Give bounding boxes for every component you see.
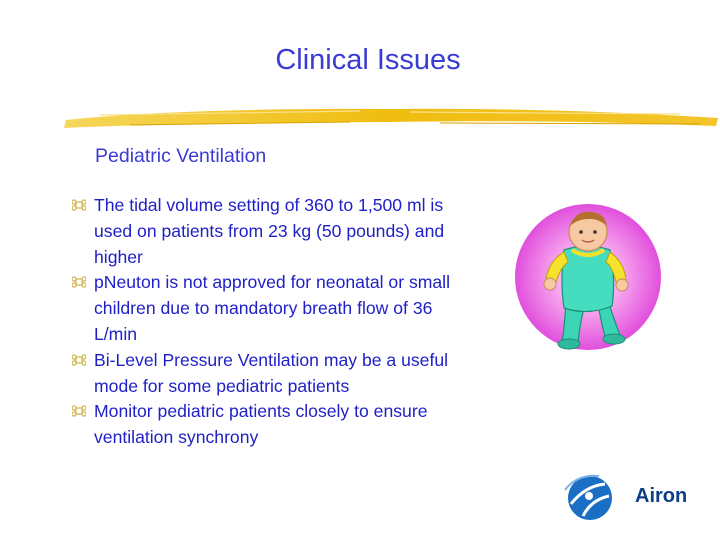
child-illustration — [512, 192, 664, 360]
bullet-item — [72, 193, 467, 270]
bullet-list — [72, 193, 467, 451]
cmd-key-bullet-icon — [72, 352, 86, 368]
bullet-text: The tidal volume setting of 360 to 1,500 ml is used on patients from 23 kg (50 pounds) and higher — [94, 195, 445, 267]
bullet-item — [72, 348, 467, 400]
brush-stroke-divider — [60, 100, 720, 134]
cmd-key-bullet-icon — [72, 197, 86, 213]
slide-title: Clinical Issues — [275, 44, 461, 76]
logo-text: Airon — [635, 485, 688, 507]
slide-subtitle: Pediatric Ventilation — [95, 145, 267, 167]
bullet-text: pNeuton is not approved for neonatal or small children due to mandatory breath flow of 36 L/min — [94, 272, 450, 344]
cmd-key-bullet-icon — [72, 274, 86, 290]
bullet-item — [72, 270, 467, 347]
bullet-item — [72, 399, 467, 451]
bullet-text: Bi-Level Pressure Ventilation may be a useful mode for some pediatric patients — [94, 349, 449, 396]
cmd-key-bullet-icon — [72, 403, 86, 419]
bullet-text: Monitor pediatric patients closely to ensure ventilation synchrony — [94, 401, 428, 448]
